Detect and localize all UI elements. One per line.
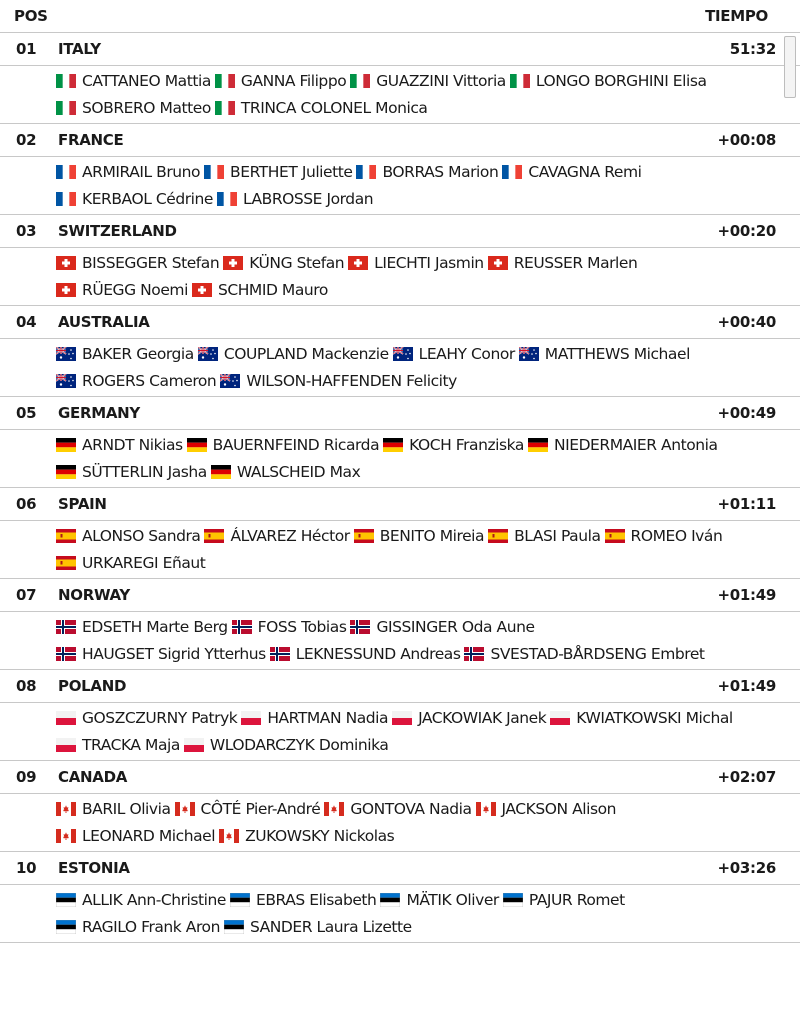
rider-link[interactable] xyxy=(56,343,194,365)
rider-name: NIEDERMAIER Antonia xyxy=(553,436,718,454)
rider-name: LEAHY Conor xyxy=(418,345,515,363)
flag-poland-icon xyxy=(241,711,261,725)
rider-name: SANDER Laura Lizette xyxy=(249,918,412,936)
flag-switzerland-icon xyxy=(488,256,508,270)
rider-name: ROGERS Cameron xyxy=(82,372,217,390)
flag-estonia-icon xyxy=(230,893,250,907)
rider-name: WALSCHEID Max xyxy=(236,463,361,481)
rider-name: MATTHEWS Michael xyxy=(544,345,690,363)
rider-link[interactable] xyxy=(56,370,216,392)
rider-name: ZUKOWSKY Nickolas xyxy=(245,827,395,845)
rider-list xyxy=(0,430,800,487)
flag-germany-icon xyxy=(528,438,548,452)
team-row[interactable] xyxy=(0,761,800,794)
flag-australia-icon xyxy=(56,347,76,361)
flag-estonia-icon xyxy=(224,920,244,934)
team-country: SPAIN xyxy=(58,495,107,513)
team-country: AUSTRALIA xyxy=(58,313,150,331)
rider-link[interactable] xyxy=(56,798,171,820)
rider-name: SÜTTERLIN Jasha xyxy=(82,463,207,481)
rider-name: SVESTAD-BÅRDSENG Embret xyxy=(490,645,705,663)
rider-link[interactable] xyxy=(56,525,200,547)
rider-link[interactable] xyxy=(56,825,215,847)
team-row[interactable] xyxy=(0,33,800,66)
team-row[interactable] xyxy=(0,124,800,157)
team-row[interactable] xyxy=(0,579,800,612)
rider-name: GUAZZINI Vittoria xyxy=(376,72,506,90)
team-country: ITALY xyxy=(58,40,101,58)
flag-switzerland-icon xyxy=(192,283,212,297)
rider-link[interactable] xyxy=(324,798,471,820)
flag-poland-icon xyxy=(184,738,204,752)
flag-norway-icon xyxy=(350,620,370,634)
scrollbar-thumb[interactable] xyxy=(784,36,796,98)
rider-link[interactable] xyxy=(56,188,213,210)
rider-link[interactable] xyxy=(56,279,188,301)
rider-link[interactable] xyxy=(230,889,376,911)
rider-link[interactable] xyxy=(348,252,484,274)
rider-list xyxy=(0,885,800,942)
rider-link[interactable] xyxy=(220,370,457,392)
flag-germany-icon xyxy=(56,438,76,452)
rider-name: HAUGSET Sigrid Ytterhus xyxy=(82,645,266,663)
pos-column-header: POS xyxy=(14,7,48,25)
rider-name: GANNA Filippo xyxy=(240,72,347,90)
rider-link[interactable] xyxy=(215,97,428,119)
rider-name: BISSEGGER Stefan xyxy=(82,254,220,272)
rider-name: RAGILO Frank Aron xyxy=(82,918,220,936)
rider-link[interactable] xyxy=(56,70,211,92)
rider-link[interactable] xyxy=(350,616,534,638)
rider-list xyxy=(0,66,800,123)
team-position: 08 xyxy=(16,677,37,695)
time-column-header: TIEMPO xyxy=(705,7,768,25)
rider-link[interactable] xyxy=(56,916,220,938)
team-position: 07 xyxy=(16,586,37,604)
team-position: 01 xyxy=(16,40,37,58)
flag-canada-icon xyxy=(56,802,76,816)
flag-norway-icon xyxy=(56,620,76,634)
flag-australia-icon xyxy=(393,347,413,361)
rider-link[interactable] xyxy=(56,161,200,183)
rider-link[interactable] xyxy=(215,70,346,92)
rider-link[interactable] xyxy=(198,343,389,365)
flag-germany-icon xyxy=(187,438,207,452)
rider-link[interactable] xyxy=(56,643,266,665)
team-country: FRANCE xyxy=(58,131,124,149)
rider-list xyxy=(0,248,800,305)
rider-link[interactable] xyxy=(232,616,347,638)
table-header xyxy=(0,0,800,33)
rider-name: ALLIK Ann-Christine xyxy=(82,891,226,909)
rider-link[interactable] xyxy=(550,707,732,729)
rider-link[interactable] xyxy=(502,161,641,183)
flag-spain-icon xyxy=(488,529,508,543)
rider-link[interactable] xyxy=(510,70,707,92)
rider-list xyxy=(0,703,800,760)
flag-poland-icon xyxy=(550,711,570,725)
rider-name: REUSSER Marlen xyxy=(513,254,638,272)
flag-france-icon xyxy=(356,165,376,179)
flag-australia-icon xyxy=(519,347,539,361)
flag-spain-icon xyxy=(56,529,76,543)
rider-name: CÔTÉ Pier-André xyxy=(200,800,321,818)
team-country: SWITZERLAND xyxy=(58,222,177,240)
rider-name: ARNDT Nikias xyxy=(82,436,183,454)
flag-spain-icon xyxy=(204,529,224,543)
rider-name: JACKSON Alison xyxy=(501,800,617,818)
flag-france-icon xyxy=(56,192,76,206)
rider-link[interactable] xyxy=(211,461,360,483)
rider-link[interactable] xyxy=(56,707,237,729)
rider-link[interactable] xyxy=(356,161,498,183)
flag-estonia-icon xyxy=(56,893,76,907)
team-position: 03 xyxy=(16,222,37,240)
team-block xyxy=(0,306,800,397)
team-list xyxy=(0,33,800,943)
flag-norway-icon xyxy=(232,620,252,634)
rider-name: BAKER Georgia xyxy=(82,345,194,363)
rider-name: WLODARCZYK Dominika xyxy=(209,736,389,754)
flag-poland-icon xyxy=(56,738,76,752)
rider-name: CATTANEO Mattia xyxy=(82,72,211,90)
rider-name: GONTOVA Nadia xyxy=(350,800,472,818)
rider-name: LEONARD Michael xyxy=(82,827,216,845)
rider-link[interactable] xyxy=(204,525,349,547)
flag-france-icon xyxy=(217,192,237,206)
rider-name: KWIATKOWSKI Michal xyxy=(576,709,733,727)
rider-list xyxy=(0,521,800,578)
rider-name: LABROSSE Jordan xyxy=(242,190,374,208)
flag-australia-icon xyxy=(56,374,76,388)
flag-germany-icon xyxy=(211,465,231,479)
rider-name: GISSINGER Oda Aune xyxy=(376,618,535,636)
rider-name: RÜEGG Noemi xyxy=(82,281,188,299)
flag-italy-icon xyxy=(215,74,235,88)
team-block xyxy=(0,670,800,761)
team-time: +01:11 xyxy=(717,495,776,513)
rider-list xyxy=(0,339,800,396)
flag-spain-icon xyxy=(56,556,76,570)
flag-italy-icon xyxy=(510,74,530,88)
flag-canada-icon xyxy=(175,802,195,816)
rider-link[interactable] xyxy=(519,343,690,365)
flag-italy-icon xyxy=(56,101,76,115)
flag-estonia-icon xyxy=(56,920,76,934)
flag-canada-icon xyxy=(219,829,239,843)
rider-name: TRINCA COLONEL Monica xyxy=(240,99,428,117)
flag-australia-icon xyxy=(220,374,240,388)
rider-link[interactable] xyxy=(464,643,704,665)
team-row[interactable] xyxy=(0,215,800,248)
rider-name: BAUERNFEIND Ricarda xyxy=(212,436,380,454)
rider-link[interactable] xyxy=(354,525,484,547)
rider-name: MÄTIK Oliver xyxy=(406,891,499,909)
rider-link[interactable] xyxy=(528,434,718,456)
flag-canada-icon xyxy=(476,802,496,816)
flag-norway-icon xyxy=(464,647,484,661)
rider-link[interactable] xyxy=(488,525,600,547)
rider-link[interactable] xyxy=(392,707,546,729)
rider-name: LEKNESSUND Andreas xyxy=(295,645,461,663)
flag-poland-icon xyxy=(56,711,76,725)
team-block xyxy=(0,124,800,215)
rider-name: ALONSO Sandra xyxy=(82,527,201,545)
rider-name: KOCH Franziska xyxy=(409,436,524,454)
flag-spain-icon xyxy=(354,529,374,543)
team-position: 06 xyxy=(16,495,37,513)
rider-link[interactable] xyxy=(380,889,498,911)
rider-name: SCHMID Mauro xyxy=(217,281,328,299)
flag-italy-icon xyxy=(215,101,235,115)
rider-name: BENITO Mireia xyxy=(379,527,485,545)
rider-name: EBRAS Elisabeth xyxy=(255,891,377,909)
team-country: CANADA xyxy=(58,768,128,786)
rider-name: KERBAOL Cédrine xyxy=(82,190,213,208)
rider-link[interactable] xyxy=(56,734,180,756)
team-block xyxy=(0,33,800,124)
team-time: +01:49 xyxy=(717,586,776,604)
rider-name: ROMEO Iván xyxy=(630,527,723,545)
flag-australia-icon xyxy=(198,347,218,361)
rider-link[interactable] xyxy=(56,434,183,456)
flag-france-icon xyxy=(204,165,224,179)
rider-list xyxy=(0,612,800,669)
team-block xyxy=(0,397,800,488)
rider-name: JACKOWIAK Janek xyxy=(418,709,547,727)
team-time: +00:40 xyxy=(717,313,776,331)
rider-link[interactable] xyxy=(503,889,625,911)
team-row[interactable] xyxy=(0,670,800,703)
flag-france-icon xyxy=(502,165,522,179)
rider-name: SOBRERO Matteo xyxy=(82,99,211,117)
team-row[interactable] xyxy=(0,397,800,430)
team-block xyxy=(0,488,800,579)
rider-name: KÜNG Stefan xyxy=(249,254,345,272)
rider-link[interactable] xyxy=(56,461,207,483)
rider-link[interactable] xyxy=(270,643,461,665)
flag-canada-icon xyxy=(324,802,344,816)
team-position: 05 xyxy=(16,404,37,422)
rider-name: BLASI Paula xyxy=(514,527,601,545)
rider-link[interactable] xyxy=(605,525,723,547)
rider-link[interactable] xyxy=(56,552,205,574)
rider-name: BERTHET Juliette xyxy=(230,163,353,181)
team-position: 02 xyxy=(16,131,37,149)
rider-name: GOSZCZURNY Patryk xyxy=(82,709,238,727)
rider-name: COUPLAND Mackenzie xyxy=(223,345,389,363)
rider-link[interactable] xyxy=(224,916,412,938)
rider-link[interactable] xyxy=(476,798,616,820)
rider-name: BORRAS Marion xyxy=(382,163,499,181)
flag-estonia-icon xyxy=(380,893,400,907)
rider-name: LONGO BORGHINI Elisa xyxy=(535,72,707,90)
rider-name: TRACKA Maja xyxy=(82,736,180,754)
rider-name: URKAREGI Eñaut xyxy=(82,554,206,572)
rider-link[interactable] xyxy=(350,70,506,92)
team-country: GERMANY xyxy=(58,404,140,422)
flag-estonia-icon xyxy=(503,893,523,907)
team-time: +01:49 xyxy=(717,677,776,695)
rider-link[interactable] xyxy=(223,252,344,274)
team-position: 09 xyxy=(16,768,37,786)
flag-switzerland-icon xyxy=(56,283,76,297)
team-block xyxy=(0,579,800,670)
team-block xyxy=(0,761,800,852)
rider-link[interactable] xyxy=(56,97,211,119)
flag-switzerland-icon xyxy=(56,256,76,270)
flag-italy-icon xyxy=(56,74,76,88)
flag-norway-icon xyxy=(270,647,290,661)
team-block xyxy=(0,852,800,943)
rider-link[interactable] xyxy=(56,616,228,638)
rider-name: BARIL Olivia xyxy=(82,800,171,818)
team-row[interactable] xyxy=(0,306,800,339)
rider-list xyxy=(0,794,800,851)
flag-france-icon xyxy=(56,165,76,179)
rider-list xyxy=(0,157,800,214)
rider-link[interactable] xyxy=(175,798,321,820)
team-country: ESTONIA xyxy=(58,859,130,877)
rider-link[interactable] xyxy=(192,279,328,301)
flag-poland-icon xyxy=(392,711,412,725)
flag-norway-icon xyxy=(56,647,76,661)
team-country: POLAND xyxy=(58,677,127,695)
flag-italy-icon xyxy=(350,74,370,88)
rider-link[interactable] xyxy=(217,188,373,210)
team-position: 04 xyxy=(16,313,37,331)
team-time: +00:20 xyxy=(717,222,776,240)
rider-name: CAVAGNA Remi xyxy=(528,163,642,181)
team-time: +00:49 xyxy=(717,404,776,422)
rider-name: LIECHTI Jasmin xyxy=(374,254,484,272)
rider-link[interactable] xyxy=(393,343,515,365)
rider-name: FOSS Tobias xyxy=(257,618,347,636)
team-time: +03:26 xyxy=(717,859,776,877)
rider-name: HARTMAN Nadia xyxy=(267,709,389,727)
rider-link[interactable] xyxy=(184,734,388,756)
flag-germany-icon xyxy=(56,465,76,479)
team-country: NORWAY xyxy=(58,586,130,604)
rider-link[interactable] xyxy=(204,161,352,183)
team-block xyxy=(0,215,800,306)
flag-spain-icon xyxy=(605,529,625,543)
rider-link[interactable] xyxy=(219,825,394,847)
rider-link[interactable] xyxy=(187,434,379,456)
rider-link[interactable] xyxy=(383,434,524,456)
flag-germany-icon xyxy=(383,438,403,452)
team-position: 10 xyxy=(16,859,37,877)
team-time: 51:32 xyxy=(729,40,776,58)
flag-switzerland-icon xyxy=(223,256,243,270)
flag-switzerland-icon xyxy=(348,256,368,270)
rider-link[interactable] xyxy=(56,889,226,911)
rider-name: ÁLVAREZ Héctor xyxy=(230,527,350,545)
rider-name: PAJUR Romet xyxy=(528,891,625,909)
rider-name: WILSON-HAFFENDEN Felicity xyxy=(246,372,457,390)
team-time: +00:08 xyxy=(717,131,776,149)
team-row[interactable] xyxy=(0,852,800,885)
rider-name: EDSETH Marte Berg xyxy=(82,618,228,636)
rider-link[interactable] xyxy=(241,707,388,729)
team-row[interactable] xyxy=(0,488,800,521)
flag-canada-icon xyxy=(56,829,76,843)
team-time: +02:07 xyxy=(717,768,776,786)
rider-link[interactable] xyxy=(488,252,638,274)
rider-link[interactable] xyxy=(56,252,219,274)
rider-name: ARMIRAIL Bruno xyxy=(82,163,201,181)
